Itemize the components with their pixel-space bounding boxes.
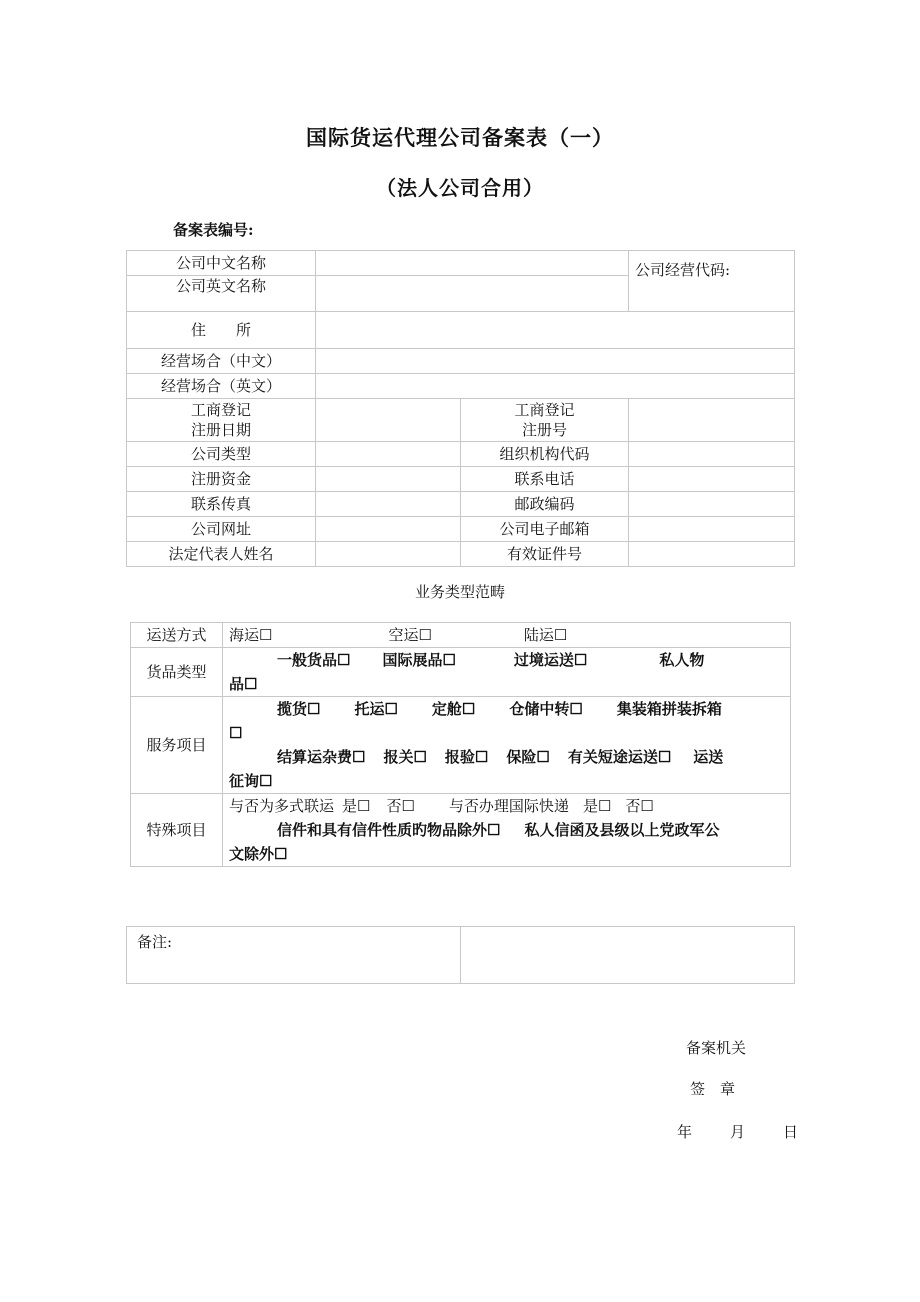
container-text-1: 集装箱拼装拆箱 [616,700,722,718]
label-registration-number [461,399,629,442]
checkbox-transit[interactable]: 过境运送☐ [513,651,588,669]
label-registration-date-line2: 注册日期 [190,421,251,439]
business-scope-table [130,622,791,867]
form-title: 国际货运代理公司备案表（一） [306,125,614,150]
label-registration-number-line1: 工商登记 [514,401,575,419]
field-id-number[interactable] [629,542,795,567]
label-premises-cn: 经营场合（中文） [127,349,316,374]
field-registration-date[interactable] [316,399,461,442]
field-website[interactable] [316,517,461,542]
business-scope-title: 业务类型范畴 [414,583,505,601]
checkbox-consign[interactable]: 托运☐ [354,700,398,718]
field-address[interactable] [316,312,795,349]
label-company-en-name: 公司英文名称 [127,276,316,312]
label-website: 公司网址 [127,517,316,542]
official-text-2: 文除外☐ [229,845,288,863]
checkbox-express-no[interactable]: 否☐ [625,797,654,815]
checkbox-air[interactable]: 空运☐ [388,626,432,644]
filing-number-label: 备案表编号: [173,221,254,239]
label-company-cn-name: 公司中文名称 [127,251,316,276]
field-company-cn-name[interactable] [316,251,629,276]
form-subtitle: （法人公司合用） [376,176,544,200]
checkbox-multimodal-no[interactable]: 否☐ [386,797,415,815]
notes-label: 备注: [137,933,173,951]
official-text-1: 私人信函及县级以上党政军公 [524,821,720,839]
checkbox-express-yes[interactable]: 是☐ [582,797,612,815]
label-legal-rep: 法定代表人姓名 [127,542,316,567]
field-legal-rep[interactable] [316,542,461,567]
label-email: 公司电子邮箱 [461,517,629,542]
label-business-code: 公司经营代码: [635,261,731,279]
checkbox-settle-fees[interactable]: 结算运杂费☐ [277,748,366,766]
checkbox-land[interactable]: 陆运☐ [523,626,568,644]
checkbox-customs[interactable]: 报关☐ [383,748,427,766]
checkbox-short-haul[interactable]: 有关短途运送☐ [567,748,672,766]
date-day-label: 日 [783,1123,799,1141]
label-registration-date-line1: 工商登记 [190,401,251,419]
checkbox-booking[interactable]: 定舱☐ [431,700,476,718]
company-info-table [126,250,795,567]
checkbox-inspection[interactable]: 报验☐ [444,748,489,766]
consulting-text-1: 运送 [693,748,724,766]
transport-options [223,623,791,648]
service-options [223,697,791,794]
notes-cell[interactable] [127,927,461,984]
consulting-text-2: 征询☐ [229,772,273,790]
label-registration-date [127,399,316,442]
personal-goods-text-1: 私人物 [659,651,705,669]
date-month-label: 月 [730,1123,746,1141]
personal-goods-text-2: 品☐ [229,675,258,693]
checkbox-letters-excluded[interactable]: 信件和具有信件性质旳物品除外☐ [277,821,501,839]
multimodal-label: 与否为多式联运 [229,797,335,815]
label-registration-number-line2: 注册号 [522,421,568,439]
field-company-en-name[interactable] [316,276,629,312]
label-fax: 联系传真 [127,492,316,517]
label-premises-en: 经营场合（英文） [127,374,316,399]
special-options [223,794,791,867]
notes-field[interactable] [461,927,795,984]
label-address: 住 所 [127,312,316,349]
date-year-label: 年 [677,1123,693,1141]
goods-options [223,648,791,697]
checkbox-insurance[interactable]: 保险☐ [506,748,550,766]
field-premises-en[interactable] [316,374,795,399]
label-postcode: 邮政编码 [461,492,629,517]
label-phone: 联系电话 [461,467,629,492]
field-registered-capital[interactable] [316,467,461,492]
field-org-code[interactable] [629,442,795,467]
checkbox-warehouse[interactable]: 仓储中转☐ [509,700,583,718]
checkbox-exhibition[interactable]: 国际展品☐ [382,651,456,669]
checkbox-general-goods[interactable]: 一般货品☐ [277,651,351,669]
checkbox-sea[interactable]: 海运☐ [229,626,273,644]
label-special: 特殊项目 [131,794,223,867]
label-services: 服务项目 [131,697,223,794]
label-registered-capital: 注册资金 [127,467,316,492]
label-id-number: 有效证件号 [461,542,629,567]
label-transport: 运送方式 [131,623,223,648]
filing-authority-label: 备案机关 [686,1039,747,1057]
field-postcode[interactable] [629,492,795,517]
field-business-code[interactable] [629,251,795,312]
label-goods: 货品类型 [131,648,223,697]
notes-table [126,926,795,984]
checkbox-canvass[interactable]: 揽货☐ [277,700,321,718]
field-company-type[interactable] [316,442,461,467]
checkbox-multimodal-yes[interactable]: 是☐ [342,797,371,815]
express-label: 与否办理国际快递 [448,797,569,815]
date-line [677,1121,798,1142]
label-org-code: 组织机构代码 [461,442,629,467]
container-text-2: ☐ [229,724,243,742]
field-email[interactable] [629,517,795,542]
seal-label: 签 章 [690,1080,736,1098]
field-premises-cn[interactable] [316,349,795,374]
field-fax[interactable] [316,492,461,517]
label-company-type: 公司类型 [127,442,316,467]
field-phone[interactable] [629,467,795,492]
field-registration-number[interactable] [629,399,795,442]
